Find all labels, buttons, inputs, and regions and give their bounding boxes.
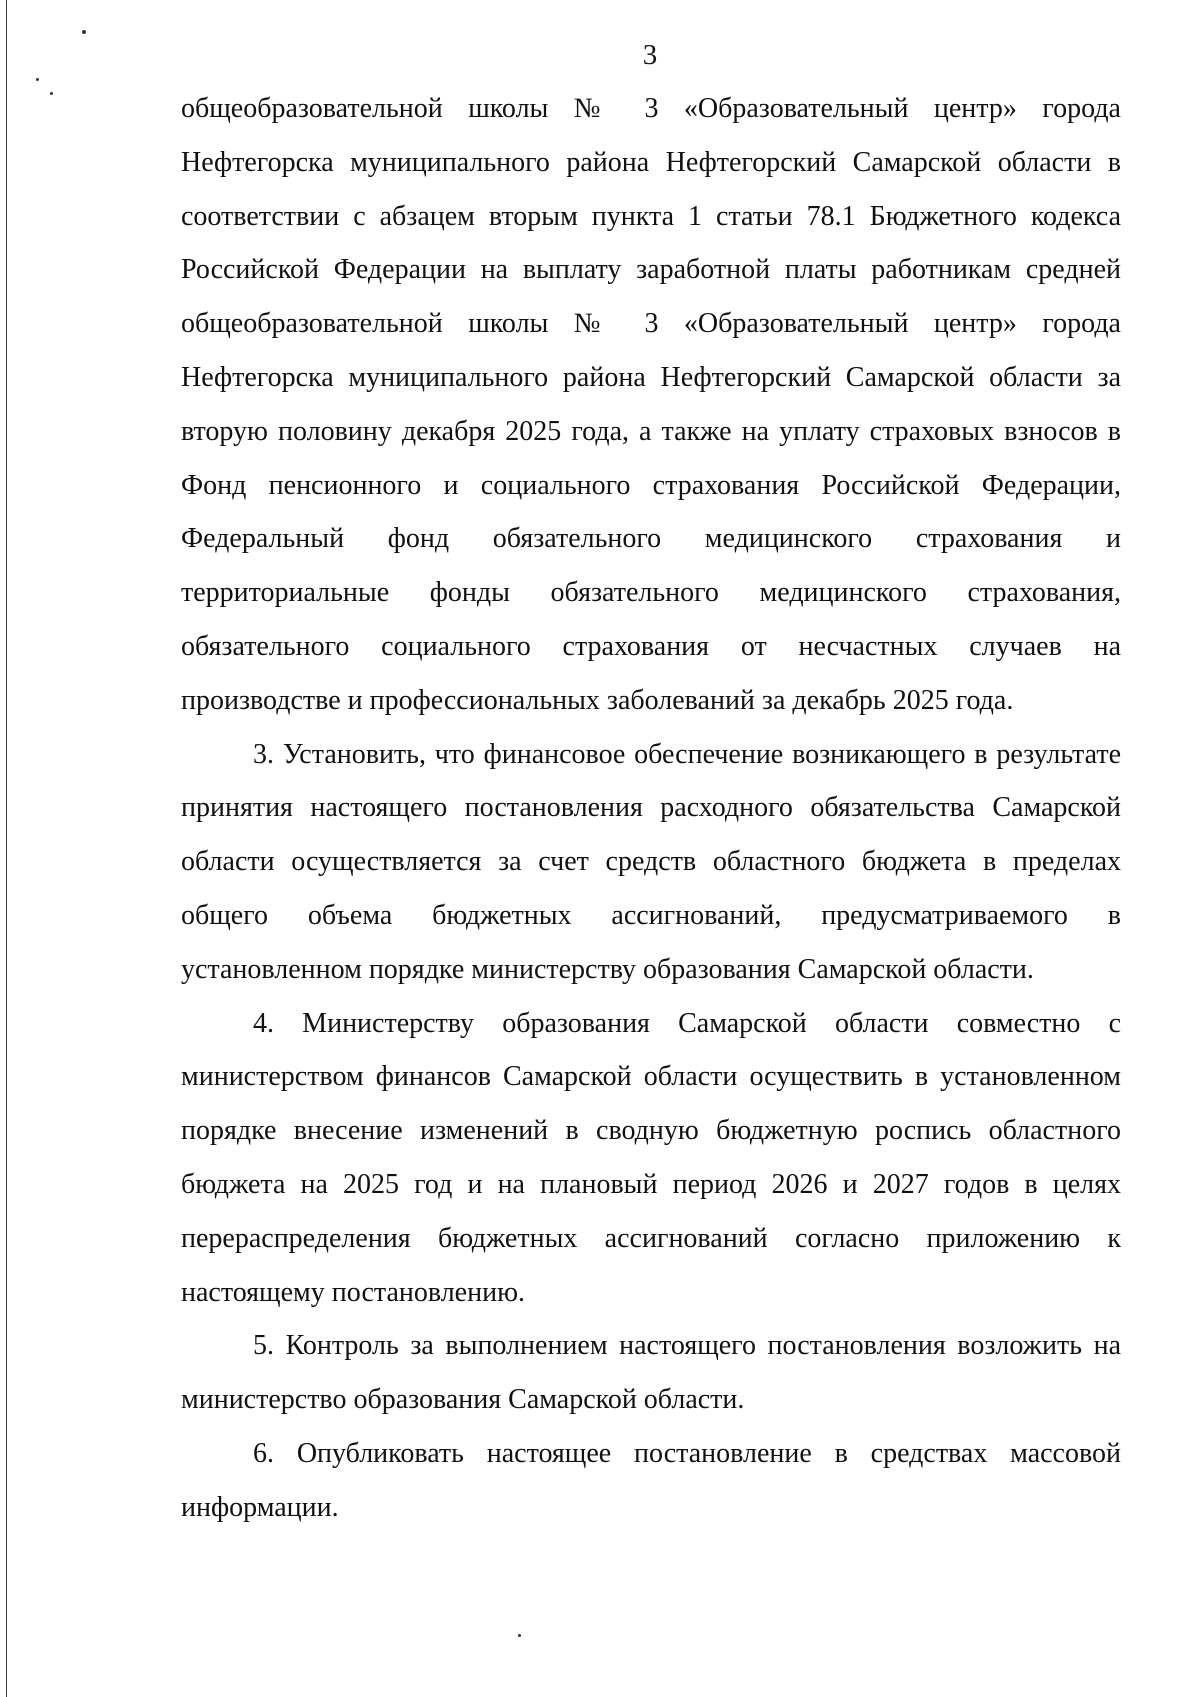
scan-left-edge [6, 0, 7, 1697]
paragraph-continuation: общеобразовательной школы № 3 «Образовательный центр» города Нефтегорска муниципального района Нефтегорский Самарской области в соответствии с абзацем вторым пункта 1 статьи 78.1 Бюджетного кодекса Российской Федерации на выплату заработной платы работникам средней общеобразовательной школы № 3 «Образовательный центр» города Нефтегорска муниципального района Нефтегорский Самарской области за вторую половину декабря 2025 года, а также на уплату страховых взносов в Фонд пенсионного и социального страхования Российской Федерации, Федеральный фонд обязательного медицинского страхования и территориальные фонды обязательного медицинского страхования, обязательного социального страхования от несчастных случаев на производстве и профессиональных заболеваний за декабрь 2025 года. [181, 93, 1121, 716]
scan-speck [518, 1634, 521, 1637]
document-body [181, 82, 1121, 1535]
paragraph-item-6: 6. Опубликовать настоящее постановление в средствах массовой информации. [181, 1437, 1121, 1523]
paragraph-item-3: 3. Установить, что финансовое обеспечение возникающего в результате принятия настоящего постановления расходного обязательства Самарской области осуществляется за счет средств областного бюджета в пределах общего объема бюджетных ассигнований, предусматриваемого в установленном порядке министерству образования Самарской области. [181, 738, 1121, 985]
page-number: 3 [642, 39, 658, 71]
paragraph-item-4: 4. Министерству образования Самарской области совместно с министерством финансов Самарской области осуществить в установленном порядке внесение изменений в сводную бюджетную роспись областного бюджета на 2025 год и на плановый период 2026 и 2027 годов в целях перераспределения бюджетных ассигнований согласно приложению к настоящему постановлению. [181, 1007, 1121, 1308]
paragraph-item-5: 5. Контроль за выполнением настоящего постановления возложить на министерство образования Самарской области. [181, 1330, 1121, 1416]
scan-speck [82, 30, 86, 34]
scan-speck [50, 92, 53, 95]
scan-speck [36, 78, 39, 81]
